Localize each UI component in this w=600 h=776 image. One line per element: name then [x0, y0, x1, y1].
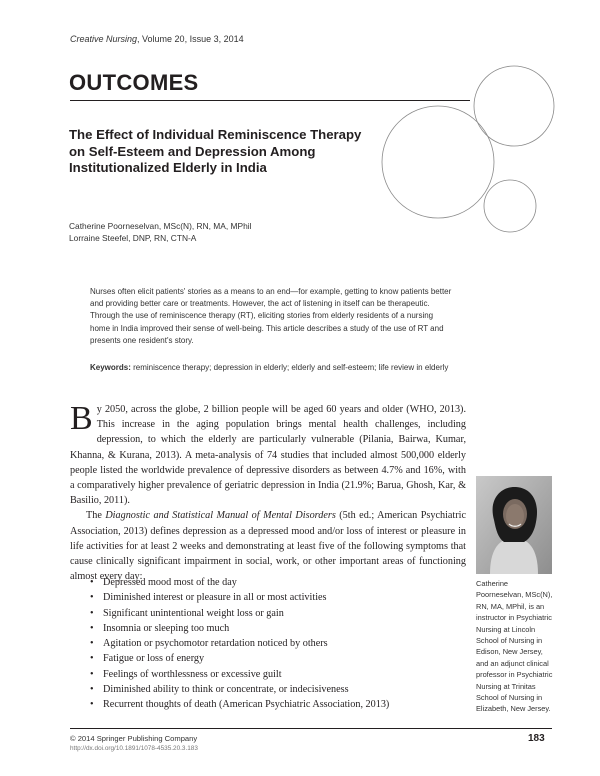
list-item: • Diminished interest or pleasure in all or most activities	[90, 590, 470, 605]
section-heading: OUTCOMES	[69, 70, 199, 95]
author-bio-caption: Catherine Poorneselvan, MSc(N), RN, MA, MPhil, is an instructor in Psychiatric Nursing at Lincoln School of Nursing in Edison, New Jersey, and an adjunct clinical professor in Psychiatric Nursing at Trinitas School of Nursing in Elizabeth, New Jersey.	[476, 579, 553, 714]
author-list	[69, 220, 251, 244]
body-paragraph-1	[70, 402, 466, 508]
paragraph-2-lead: The	[86, 510, 106, 522]
list-item: • Depressed mood most of the day	[90, 575, 470, 590]
drop-cap: B	[70, 400, 93, 437]
article-title: The Effect of Individual Reminiscence Therapy on Self-Esteem and Depression Among Institutionalized Elderly in India	[69, 127, 362, 175]
abstract: Nurses often elicit patients' stories as a means to an end—for example, getting to know patients better and providing better care or treatments. However, the act of listening in itself can be therapeutic. Through the use of reminiscence therapy (RT), eliciting stories from elderly residents of a nursing home in India improved their sense of well-being. This article describes a study of the use of RT and presents one resident's story.	[90, 287, 452, 345]
doi-link[interactable]: http://dx.doi.org/10.1891/1078-4535.20.3.183	[70, 745, 198, 752]
list-item: • Fatigue or loss of energy	[90, 651, 470, 666]
journal-issue: , Volume 20, Issue 3, 2014	[137, 34, 244, 44]
circle-upper	[474, 66, 554, 146]
journal-citation	[70, 34, 244, 44]
paragraph-2-text: (5th ed.; American Psychiatric Association, 2013) defines depression as a depressed mood and/or loss of interest or pleasure in life activities for at least 2 weeks and demonstrating at least five of the following symptoms that cause clinically significant impairment in social, work, or other important areas of functioning almost every day:	[70, 510, 467, 583]
body-text	[70, 402, 466, 584]
list-item: • Agitation or psychomotor retardation noticed by others	[90, 636, 470, 651]
list-item: • Insomnia or sleeping too much	[90, 621, 470, 636]
circle-large	[382, 106, 494, 218]
body-paragraph-2	[70, 508, 466, 584]
circle-small	[484, 180, 536, 232]
symptom-list	[90, 575, 470, 713]
decorative-circles	[380, 60, 600, 260]
author-2: Lorraine Steefel, DNP, RN, CTN-A	[69, 233, 197, 243]
list-item: • Significant unintentional weight loss or gain	[90, 606, 470, 621]
paragraph-1-text: y 2050, across the globe, 2 billion people will be aged 60 years and older (WHO, 2013). This increase in the aging population brings mental health challenges, including depression, to which the elderly are particularly vulnerable (Pilania, Bairwa, Kumar, Khanna, & Kurana, 2013). A meta-analysis of 74 studies that included almost 500,000 elderly people listed the worldwide prevalence of depressive disorders as between 4.7% and 16%, with a comparatively higher prevalence of geriatric depression in India (21.9%; Barua, Ghosh, Kar, & Basilio, 2011).	[70, 404, 466, 507]
dsm-title: Diagnostic and Statistical Manual of Mental Disorders	[105, 510, 336, 522]
keywords-label: Keywords:	[90, 363, 131, 372]
copyright-notice: © 2014 Springer Publishing Company	[70, 734, 198, 743]
keywords	[90, 362, 455, 374]
footer-rule	[70, 728, 552, 729]
author-photo	[476, 476, 552, 574]
list-item: • Recurrent thoughts of death (American Psychiatric Association, 2013)	[90, 697, 470, 712]
list-item: • Diminished ability to think or concentrate, or indecisiveness	[90, 682, 470, 697]
author-1: Catherine Poorneselvan, MSc(N), RN, MA, MPhil	[69, 221, 252, 231]
journal-name: Creative Nursing	[70, 34, 138, 44]
page-number: 183	[528, 733, 545, 744]
list-item: • Feelings of worthlessness or excessive guilt	[90, 667, 470, 682]
keywords-list: reminiscence therapy; depression in elderly; elderly and self-esteem; life review in elderly	[130, 363, 449, 372]
